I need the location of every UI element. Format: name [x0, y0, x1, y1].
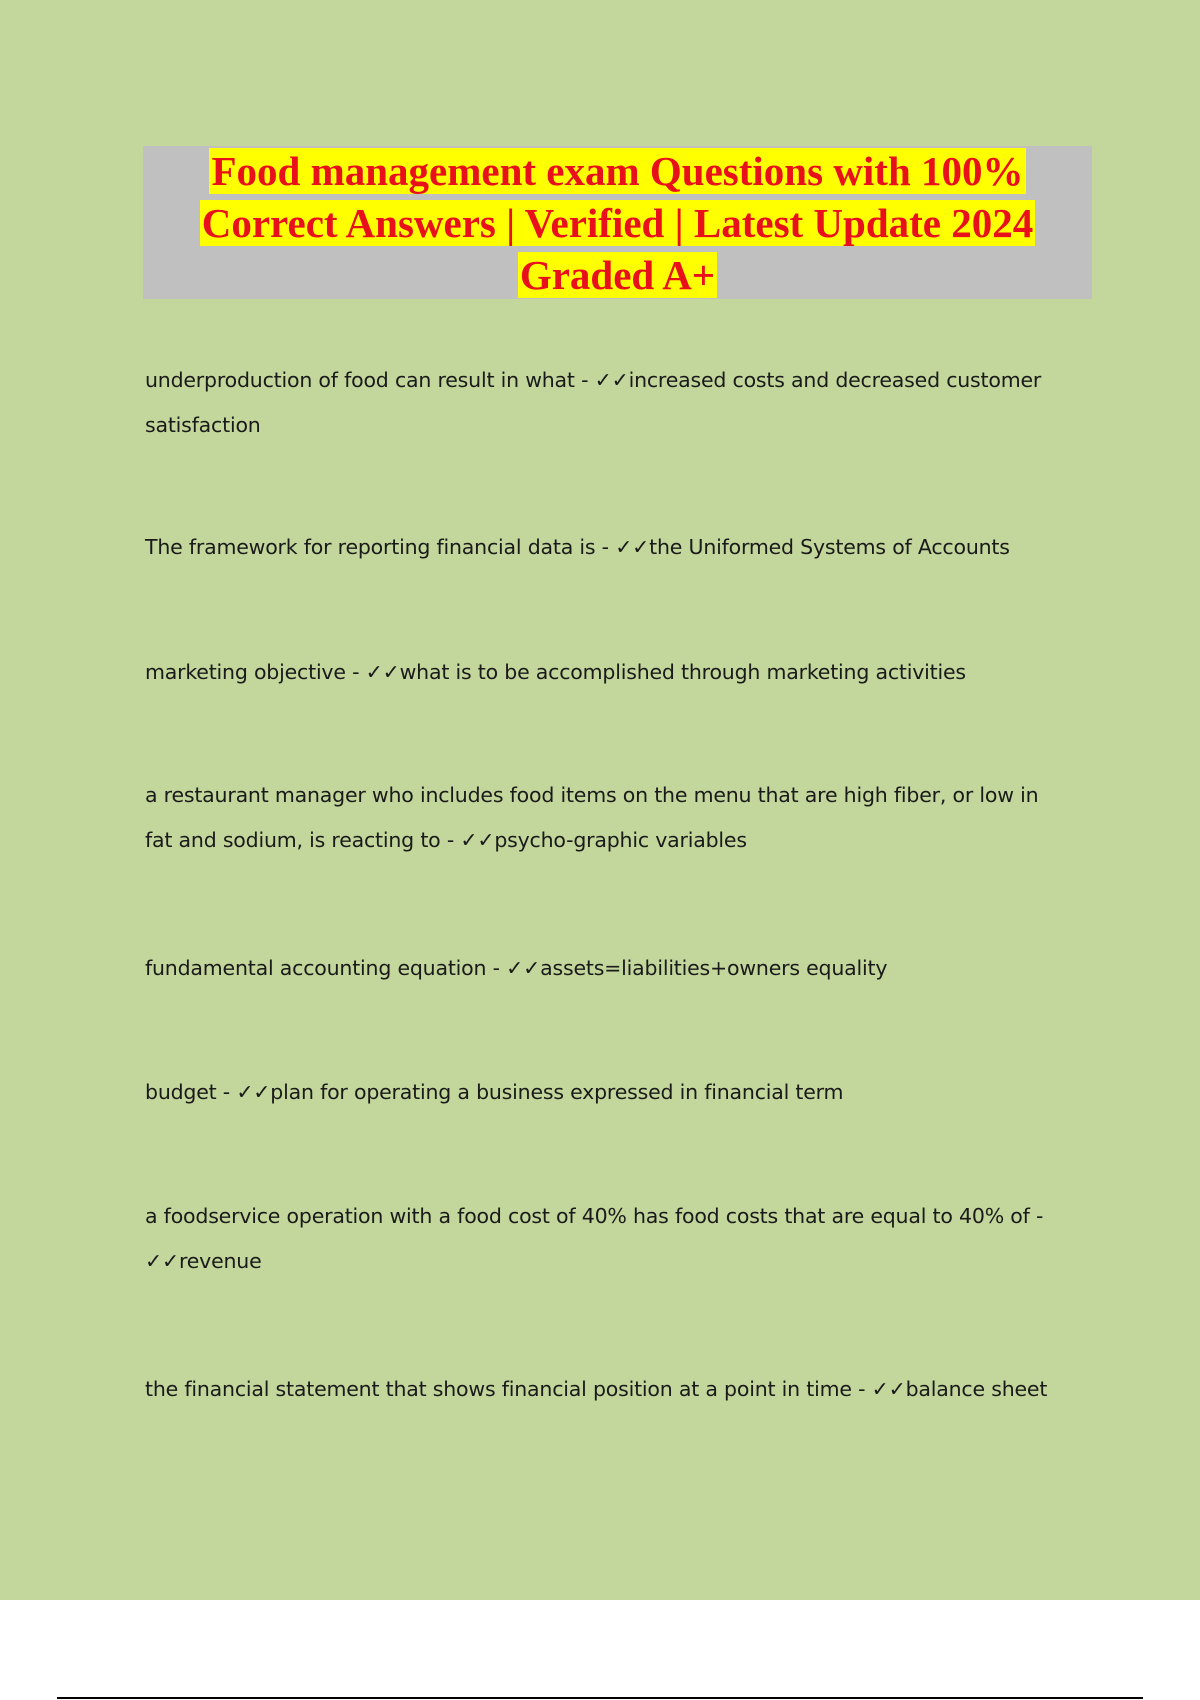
check-icon: ✓✓	[594, 368, 629, 392]
check-icon: ✓✓	[460, 828, 495, 852]
check-icon: ✓✓	[365, 660, 400, 684]
qa-item	[145, 1367, 1065, 1412]
document-title: Food management exam Questions with 100% Correct Answers | Verified | Latest Update 2024 Graded A+	[201, 147, 1034, 298]
separator: -	[851, 1377, 872, 1401]
answer-text: increased costs and decreased customer satisfaction	[145, 368, 1042, 437]
separator: -	[1029, 1204, 1044, 1228]
answer-text: plan for operating a business expressed in financial term	[270, 1080, 844, 1104]
answer-text: revenue	[178, 1249, 262, 1273]
check-icon: ✓✓	[871, 1377, 906, 1401]
separator: -	[345, 660, 366, 684]
separator: -	[595, 535, 616, 559]
qa-item	[145, 525, 1065, 570]
qa-item	[145, 1070, 1065, 1115]
qa-item	[145, 1194, 1065, 1284]
check-icon: ✓✓	[506, 956, 541, 980]
question-text: budget	[145, 1080, 217, 1104]
question-text: the financial statement that shows financial position at a point in time	[145, 1377, 852, 1401]
question-text: fundamental accounting equation	[145, 956, 487, 980]
question-text: The framework for reporting financial data is	[145, 535, 596, 559]
qa-item	[145, 773, 1065, 863]
question-text: a foodservice operation with a food cost of 40% has food costs that are equal to 40% of	[145, 1204, 1030, 1228]
question-text: marketing objective	[145, 660, 346, 684]
answer-text: psycho-graphic variables	[494, 828, 747, 852]
qa-item	[145, 946, 1065, 991]
separator: -	[486, 956, 507, 980]
answer-text: assets=liabilities+owners equality	[540, 956, 888, 980]
question-text: a restaurant manager who includes food items on the menu that are high fiber, or low in fat and sodium, is reacting to	[145, 783, 1039, 852]
qa-item	[145, 650, 1065, 695]
separator: -	[440, 828, 461, 852]
footer-rule	[57, 1697, 1143, 1699]
check-icon: ✓✓	[615, 535, 650, 559]
separator: -	[574, 368, 595, 392]
check-icon: ✓✓	[145, 1249, 179, 1273]
answer-text: the Uniformed Systems of Accounts	[649, 535, 1010, 559]
question-text: underproduction of food can result in what	[145, 368, 575, 392]
answer-text: what is to be accomplished through marketing activities	[399, 660, 966, 684]
qa-item	[145, 358, 1065, 448]
answer-text: balance sheet	[905, 1377, 1048, 1401]
check-icon: ✓✓	[236, 1080, 271, 1104]
separator: -	[216, 1080, 237, 1104]
title-banner	[143, 146, 1092, 299]
